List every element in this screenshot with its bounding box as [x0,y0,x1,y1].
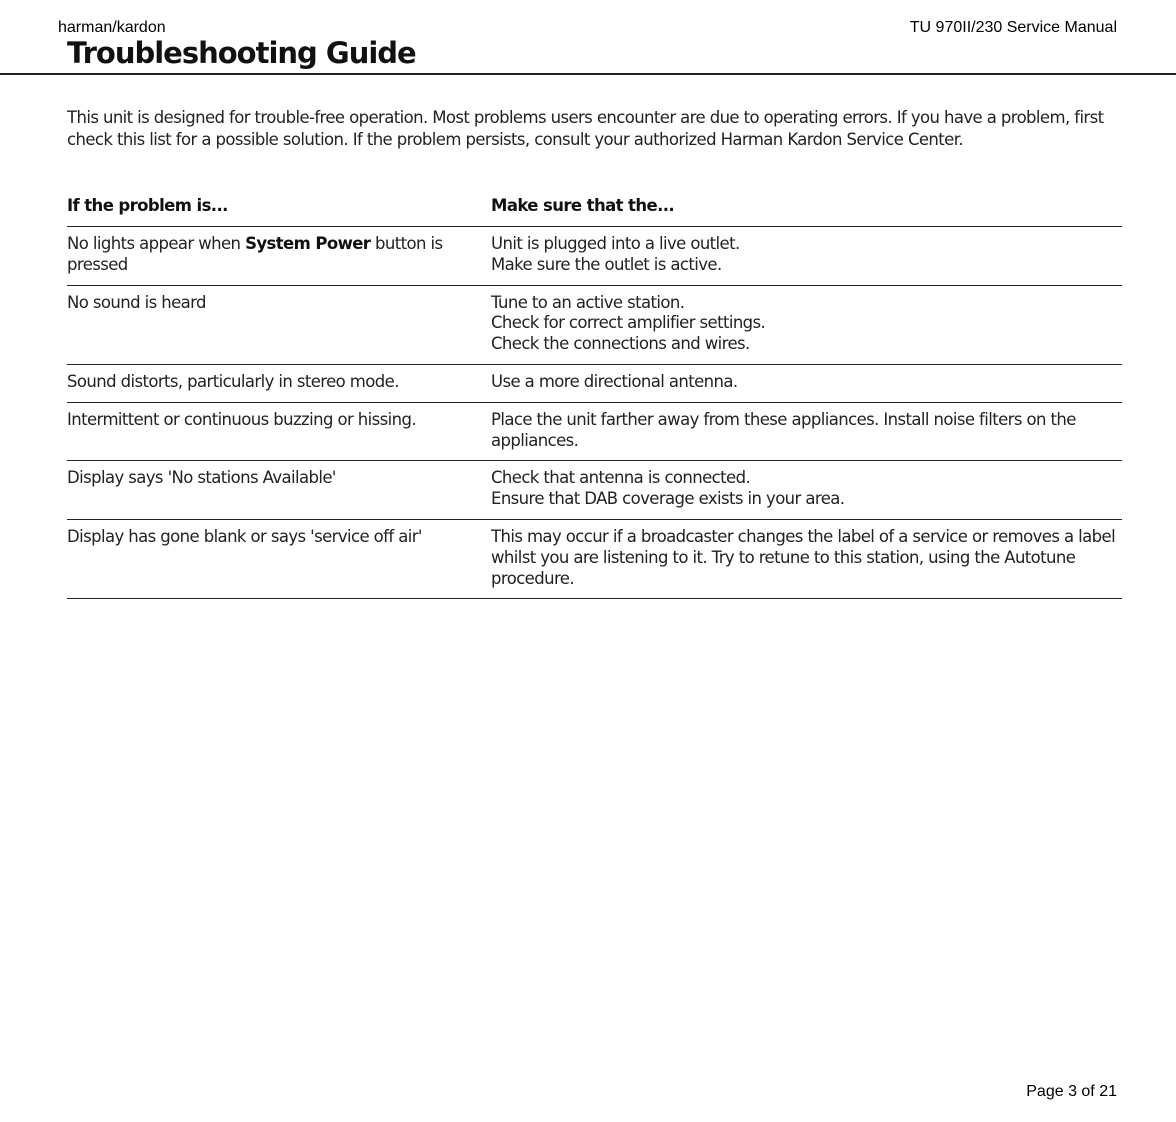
problem-text: button is pressed [67,234,443,274]
table-row [67,461,1122,520]
solution-line: Use a more directional antenna. [491,371,738,391]
table-row [67,286,1122,365]
troubleshooting-table [67,193,1122,599]
solution-cell [491,372,1122,393]
solution-cell [491,468,1122,510]
solution-line: Unit is plugged into a live outlet. [491,234,740,253]
intro-paragraph: This unit is designed for trouble-free operation. Most problems users encounter are due to operating errors. If you have a problem, first check this list for a possible solution. If the problem persists, consult your authorized Harman Kardon Service Center. [67,108,1104,149]
solution-line: Check the connections and wires. [491,334,750,354]
header-divider [0,73,1176,75]
problem-cell: No sound is heard [67,292,206,312]
solution-cell [491,527,1122,589]
solution-line: This may occur if a broadcaster changes the label of a service or removes a label whilst you are listening to it. Try to retune to this station, using the Autotune procedure. [491,526,1116,588]
solution-line: Ensure that DAB coverage exists in your area. [491,489,845,509]
brand-name: harman/kardon [58,19,166,36]
table-row [67,227,1122,286]
problem-cell: Display has gone blank or says 'service off air' [67,526,422,546]
solution-column-header: Make sure that the... [491,196,675,215]
solution-line: Check that antenna is connected. [491,468,751,488]
solution-cell [491,410,1122,452]
solution-cell [491,293,1122,355]
problem-cell: Intermittent or continuous buzzing or hissing. [67,409,417,429]
problem-cell [67,234,491,276]
solution-line: Tune to an active station. [491,292,685,312]
table-row [67,365,1122,403]
page-title: Troubleshooting Guide [67,36,416,70]
solution-cell [491,234,1122,276]
problem-cell: Sound distorts, particularly in stereo mode. [67,371,399,391]
solution-line: Check for correct amplifier settings. [491,313,766,333]
manual-title: TU 970II/230 Service Manual [909,19,1117,36]
solution-line: Place the unit farther away from these appliances. Install noise filters on the appliances. [491,409,1076,450]
problem-text: No lights appear when [67,234,246,253]
table-header-row [67,193,1122,227]
system-power-label: System Power [245,234,371,253]
table-row [67,403,1122,462]
problem-cell: Display says 'No stations Available' [67,468,336,488]
page-number: Page 3 of 21 [1026,1083,1117,1100]
problem-column-header: If the problem is... [67,196,228,215]
table-row [67,520,1122,599]
solution-line: Make sure the outlet is active. [491,254,722,274]
